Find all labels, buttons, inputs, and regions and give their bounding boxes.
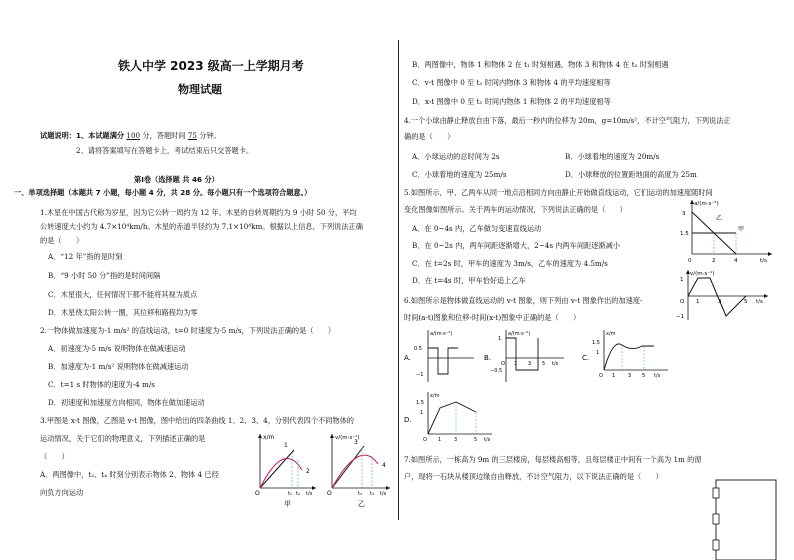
q2-line1: 2.一物体做加速度为-1 m/s² 的直线运动，t=0 时速度为-5 m/s，下列说法正确的是（ ） xyxy=(40,326,336,335)
q3-xt-graph xyxy=(254,430,320,510)
q6-opt-d-tlabel: t/s xyxy=(484,437,491,443)
q3-line1: 3.甲图是 x-t 图像，乙图是 v-t 图像，图中给出的四条曲线 1、2、3、4，分别代表四个不同物体的 xyxy=(40,416,354,425)
vt-t3: t₃ xyxy=(358,491,362,497)
q6-option-a-graph xyxy=(404,326,484,386)
vt-curve-3 xyxy=(332,446,364,488)
q6-opt-a-ylabel: a/(m·s⁻²) xyxy=(430,331,453,337)
window-top xyxy=(713,488,719,498)
q5-line2: 变化图像如图所示。关于两车的运动情况，下列说法正确的是（ ） xyxy=(404,205,627,214)
q5-option-b: B．在 0~2s 内，两车间距逐渐增大，2~4s 内两车间距逐渐减小 xyxy=(412,241,620,250)
q1-option-b: B．“9 小时 50 分”指的是时间间隔 xyxy=(48,271,161,280)
section-heading: 第Ⅰ卷（选择题 共 46 分） xyxy=(134,175,219,184)
exam-title: 铁人中学 2023 级高一上学期月考 xyxy=(118,59,304,73)
q4-line1: 4.一个小球由静止释放自由下落，最后一秒内的位移为 20m，g=10m/s²，不计空气阻力，下列说法正 xyxy=(404,116,731,125)
xt-ylabel: x/m xyxy=(263,434,275,441)
vt-origin: O xyxy=(327,490,332,497)
q2-option-b: B．加速度为-1 m/s² 说明物体在做减速运动 xyxy=(48,362,189,371)
full-score: 100 xyxy=(126,131,141,140)
instructions-minutes: 分钟。 xyxy=(199,131,221,140)
window-middle xyxy=(713,514,719,524)
q5-option-d: D．在 t=4s 时，甲车恰好追上乙车 xyxy=(412,276,526,285)
q4-line2: 确的是（ ） xyxy=(404,132,455,141)
q6-t1: 1 xyxy=(696,299,700,305)
instructions-label: 试题说明：1、本试题满分 xyxy=(40,131,125,140)
q6-opt-a-ym1: −1 xyxy=(416,372,424,378)
xt-tlabel: t/s xyxy=(306,491,313,497)
q3-option-a-line2: 向负方向运动 xyxy=(40,488,84,497)
q4-option-a: A．小球运动的总时间为 2s xyxy=(412,152,500,161)
q1-line1: 1.木星在中国古代称为岁星，因为它公转一周约为 12 年。木星的自转周期约为 9 小时 50 分，平均 xyxy=(40,208,357,217)
left-column xyxy=(0,0,396,560)
q5-y15: 1.5 xyxy=(680,231,689,237)
q7-line2: 户，现将一石块从楼顶边缘自由释放，不计空气阻力，以下说法正确的是（ ） xyxy=(404,472,663,481)
q2-option-c: C．t=1 s 时物体的速度为-4 m/s xyxy=(48,380,155,389)
q5-origin: 0 xyxy=(688,258,692,264)
instructions-time-label: 分，答题时间 xyxy=(142,131,186,140)
q3-option-b: B．两图像中，物体 1 和物体 2 在 t₁ 时刻相遇，物体 3 和物体 4 在 t₃ 时刻相遇 xyxy=(412,60,669,69)
q1-line2: 公转速度大小约为 4.7×10⁴km/h。木星的赤道半径约为 7.1×10⁴km。根据以上信息，下列说法正确 xyxy=(40,222,363,231)
q6-opt-c-t3: 3 xyxy=(628,373,632,379)
q6-opt-c-origin: O xyxy=(599,373,603,379)
q6-opt-b-t5: 5 xyxy=(542,361,546,367)
q5-label-jia: 甲 xyxy=(738,226,745,233)
q6-opt-d-ylabel: x/m xyxy=(430,393,440,399)
q6-vt-line xyxy=(688,278,746,316)
right-column xyxy=(400,0,794,560)
q6-opt-b-ym05: −0.5 xyxy=(490,368,503,374)
q1-option-a: A．“12 年”指的是时刻 xyxy=(48,252,123,261)
exam-subtitle: 物理试题 xyxy=(178,83,222,96)
vt-tlabel: t/s xyxy=(380,491,387,497)
q6-opt-d-t1: 1 xyxy=(438,437,442,443)
q6-opt-a-y05: 0.5 xyxy=(414,346,422,352)
q6-opt-d-y1: 1 xyxy=(420,410,424,416)
q4-option-d: D．小球释放的位置距地面的高度为 25m xyxy=(565,170,697,179)
q6-ylabel: v/(m·s⁻¹) xyxy=(690,271,715,277)
graph-label-jia: 甲 xyxy=(284,500,291,508)
xt-label-1: 1 xyxy=(284,442,288,449)
q6-t3: 3 xyxy=(718,299,722,305)
q6-option-b-graph xyxy=(484,326,568,386)
q6-opt-c-ylabel: x/m xyxy=(606,331,616,337)
q3-vt-graph xyxy=(326,430,396,510)
q6-vt-graph xyxy=(676,266,772,324)
q6-line1: 6.如图所示是物体做直线运动的 v-t 图象，则下列由 v-t 图象作出的加速度- xyxy=(404,296,643,305)
q6-opt-d-t5: 5 xyxy=(474,437,478,443)
q6-opt-b-tlabel: t/s xyxy=(552,361,559,367)
q5-option-c: C．在 t=2s 时，甲车的速度为 3m/s，乙车的速度为 4.5m/s xyxy=(412,259,608,268)
q2-option-d: D．初速度和加速度方向相同，物体在做加速运动 xyxy=(48,398,205,407)
vt-curve-4 xyxy=(332,455,378,488)
q4-option-c: C．小球着地的速度为 25m/s xyxy=(412,170,507,179)
q3-line2: 运动情况，关于它们的物理意义，下列描述正确的是 xyxy=(40,434,206,443)
q6-opt-b-y1: 1 xyxy=(498,336,502,342)
q5-t2: 2 xyxy=(712,258,716,264)
q5-label-yi: 乙 xyxy=(716,215,723,222)
q6-opt-d-t3: 3 xyxy=(454,437,458,443)
q6-opt-c-t1: 1 xyxy=(612,373,616,379)
q6-v1: 1 xyxy=(680,277,684,283)
q6-opt-a-label: A. xyxy=(404,354,411,362)
instructions-line1 xyxy=(40,131,221,140)
q3-option-c: C．v-t 图像中 0 至 t₃ 时间内物体 3 和物体 4 的平均速度相等 xyxy=(412,78,611,87)
graph-label-yi: 乙 xyxy=(358,500,365,508)
q1-line3: 的是（ ） xyxy=(40,236,84,245)
q6-opt-b-t3: 3 xyxy=(528,361,532,367)
q3-option-a-line1: A．两图像中，t₂、t₄ 时刻分别表示物体 2、物体 4 已经 xyxy=(40,470,219,479)
part-title: 一、单项选择题（本题共 7 小题，每小题 4 分，共 28 分。每小题只有一个选项符合题意。） xyxy=(14,188,312,197)
window-bottom xyxy=(713,540,719,550)
building-outline xyxy=(716,480,776,560)
q6-tlabel: t/s xyxy=(756,299,763,305)
q6-option-d-graph xyxy=(404,388,496,448)
q6-opt-c-y1: 1 xyxy=(596,350,600,356)
xt-curve-2 xyxy=(260,458,302,488)
q6-opt-d-label: D. xyxy=(404,416,412,424)
q6-opt-c-y15: 1.5 xyxy=(592,340,600,346)
q6-opt-b-t1: 1 xyxy=(514,361,518,367)
q6-opt-b-origin: O xyxy=(501,361,505,367)
q1-option-d: D．木星绕太阳公转一圈，其位移和路程均为零 xyxy=(48,308,198,317)
q6-origin: O xyxy=(680,299,685,305)
vt-label-3: 3 xyxy=(354,439,358,446)
vt-t4: t₄ xyxy=(370,491,374,497)
xt-origin: O xyxy=(255,490,260,497)
vt-label-4: 4 xyxy=(382,462,386,469)
q4-option-b: B．小球着地的速度为 20m/s xyxy=(565,152,660,161)
exam-time: 75 xyxy=(187,131,197,140)
q5-line1: 5.如图所示，甲、乙两车从同一地点沿相同方向由静止开始做直线运动，它们运动的加速度随时间 xyxy=(404,188,713,197)
q5-option-a: A．在 0~4s 内，乙车做匀变速直线运动 xyxy=(412,224,542,233)
q5-tlabel: t/s xyxy=(760,258,767,264)
q7-line1: 7.如图所示，一栋高为 9m 的三层楼房，每层楼高相等，且每层楼正中间有一个高为 1m 的窗 xyxy=(404,455,702,464)
q3-line3: （ ） xyxy=(40,452,69,461)
xt-t1: t₁ xyxy=(288,491,292,497)
q6-opt-c-t5: 5 xyxy=(642,373,646,379)
xt-curve-1 xyxy=(260,450,294,488)
xt-label-2: 2 xyxy=(306,468,310,475)
q6-opt-c-tlabel: t/s xyxy=(654,373,661,379)
q6-t5: 5 xyxy=(744,299,748,305)
q6-opt-d-origin: O xyxy=(423,437,427,443)
q6-line2: 时间(a-t)图象和位移-时间(x-t)图象中正确的是（ ） xyxy=(404,313,581,322)
q5-y3: 3 xyxy=(682,211,686,217)
vt-ylabel: v/(m·s⁻¹) xyxy=(335,435,360,441)
instructions-line2: 2、请将答案填写在答题卡上，考试结束后只交答题卡。 xyxy=(76,146,254,155)
xt-t2: t₂ xyxy=(296,491,300,497)
q6-option-c-graph xyxy=(582,326,672,386)
q3-option-d: D．x-t 图像中 0 至 t₁ 时间内物体 1 和物体 2 的平均速度相等 xyxy=(412,97,611,106)
q6-opt-b-label: B. xyxy=(484,354,492,362)
q6-opt-d-y15: 1.5 xyxy=(416,400,424,406)
q6-opt-b-ylabel: a/(m·s⁻²) xyxy=(508,331,531,337)
q5-at-graph xyxy=(680,196,776,268)
q2-option-a: A．初速度为-5 m/s 说明物体在做减速运动 xyxy=(48,344,186,353)
q6-opt-c-label: C. xyxy=(582,354,590,362)
q5-ylabel: a/(m·s⁻²) xyxy=(694,201,719,207)
q6-vm1: −1 xyxy=(676,314,685,320)
q1-option-c: C．木星很大，任何情况下都不能将其视为质点 xyxy=(48,290,198,299)
q7-building-figure xyxy=(710,476,790,560)
q5-t4: 4 xyxy=(734,258,738,264)
column-divider xyxy=(398,40,399,520)
